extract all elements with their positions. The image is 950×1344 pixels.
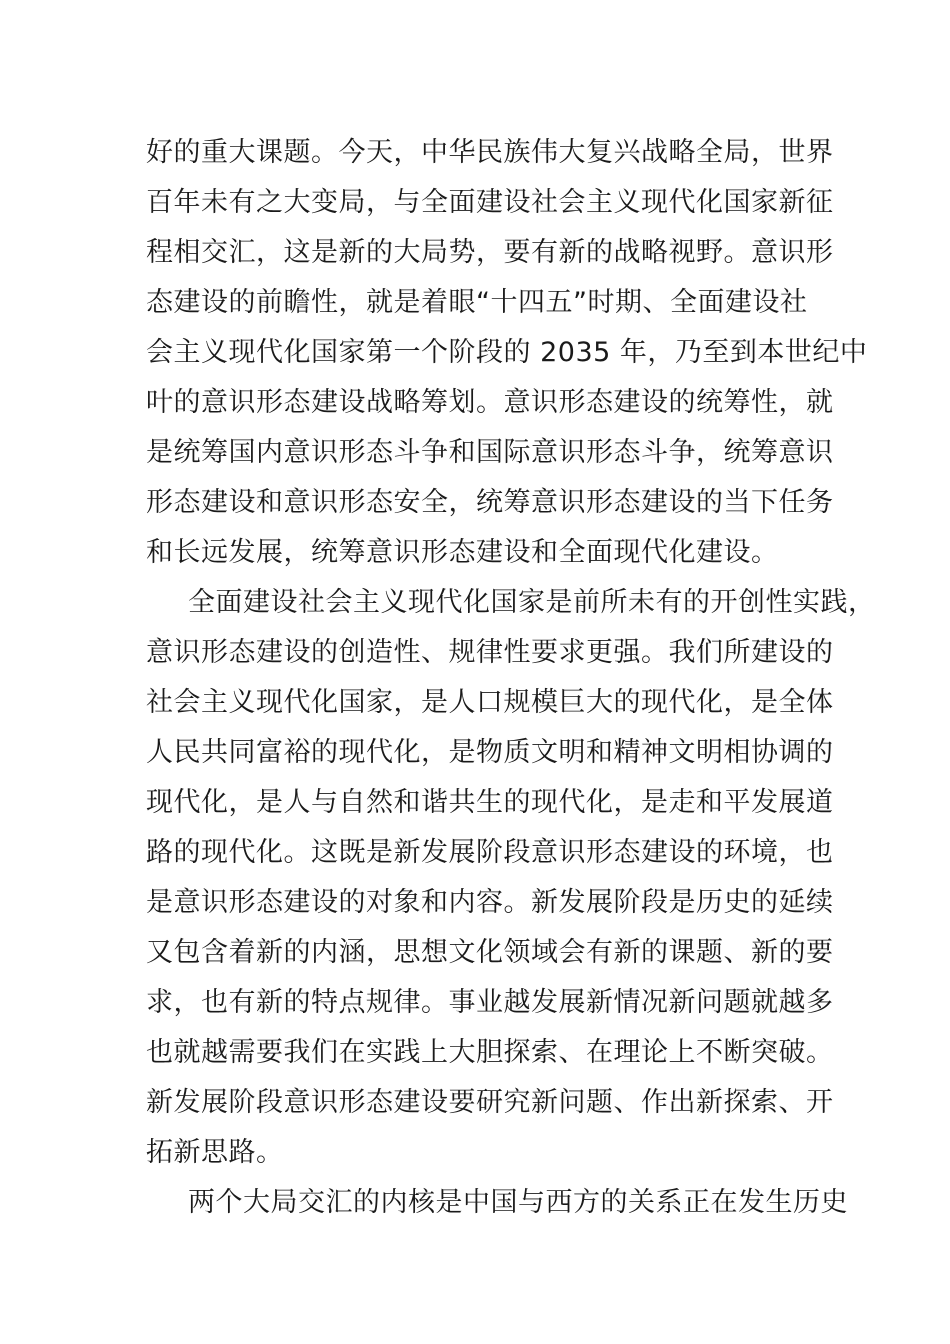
text-line: 好的重大课题。今天，中华民族伟大复兴战略全局，世界 xyxy=(146,137,834,168)
text-line: 新发展阶段意识形态建设要研究新问题、作出新探索、开 xyxy=(146,1087,834,1118)
text-line: 叶的意识形态建设战略筹划。意识形态建设的统筹性，就 xyxy=(146,387,834,418)
text-line: 程相交汇，这是新的大局势，要有新的战略视野。意识形 xyxy=(146,237,834,268)
text-line: 社会主义现代化国家，是人口规模巨大的现代化，是全体 xyxy=(146,687,834,718)
text-line: 态建设的前瞻性，就是着眼“十四五”时期、全面建设社 xyxy=(146,287,808,318)
text-line: 路的现代化。这既是新发展阶段意识形态建设的环境，也 xyxy=(146,837,834,868)
paragraph-first-line: 全面建设社会主义现代化国家是前所未有的开创性实践， xyxy=(188,587,876,618)
text-line: 百年未有之大变局，与全面建设社会主义现代化国家新征 xyxy=(146,187,834,218)
text-line: 也就越需要我们在实践上大胆探索、在理论上不断突破。 xyxy=(146,1037,834,1068)
text-line: 是意识形态建设的对象和内容。新发展阶段是历史的延续 xyxy=(146,887,834,918)
text-line: 是统筹国内意识形态斗争和国际意识形态斗争，统筹意识 xyxy=(146,437,834,468)
text-line: 拓新思路。 xyxy=(146,1137,284,1168)
text-line: 又包含着新的内涵，思想文化领域会有新的课题、新的要 xyxy=(146,937,834,968)
text-line: 现代化，是人与自然和谐共生的现代化，是走和平发展道 xyxy=(146,787,834,818)
text-line: 人民共同富裕的现代化，是物质文明和精神文明相协调的 xyxy=(146,737,834,768)
text-line: 求，也有新的特点规律。事业越发展新情况新问题就越多 xyxy=(146,987,834,1018)
text-line: 意识形态建设的创造性、规律性要求更强。我们所建设的 xyxy=(146,637,834,668)
text-line: 会主义现代化国家第一个阶段的 2035 年，乃至到本世纪中 xyxy=(146,337,868,368)
text-line: 和长远发展，统筹意识形态建设和全面现代化建设。 xyxy=(146,537,779,568)
text-line: 形态建设和意识形态安全，统筹意识形态建设的当下任务 xyxy=(146,487,834,518)
paragraph-first-line: 两个大局交汇的内核是中国与西方的关系正在发生历史 xyxy=(188,1187,848,1218)
